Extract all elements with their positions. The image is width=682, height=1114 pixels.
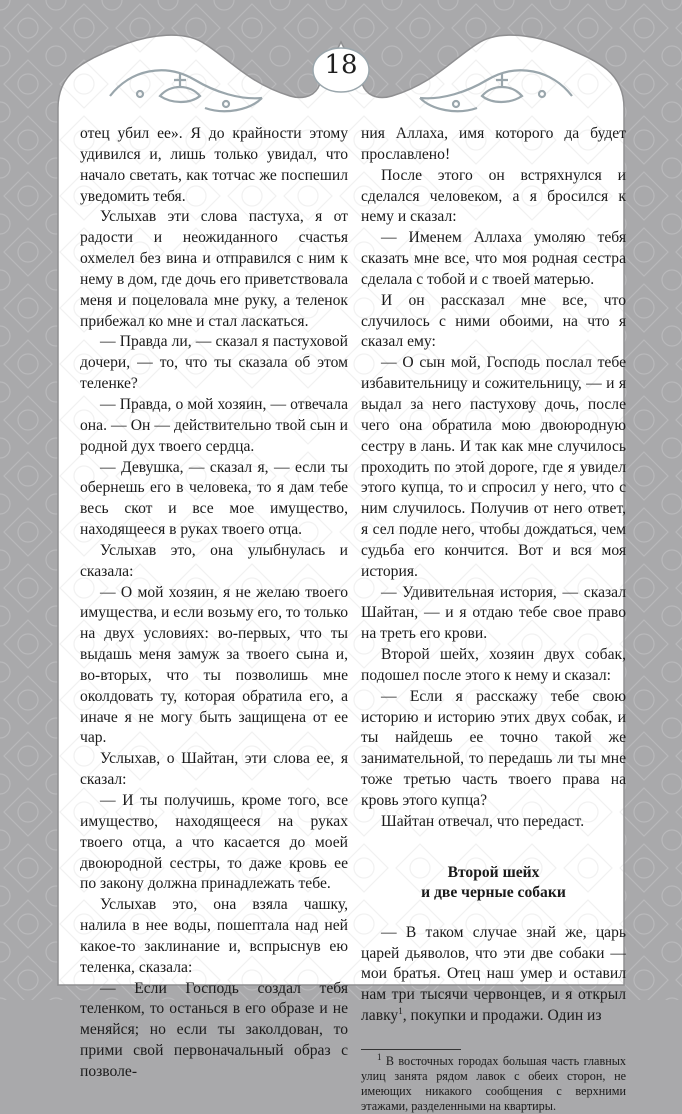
paragraph: — Именем Аллаха умоляю тебя сказать мне все, что моя родная сестра сделала с тобой и с твоей матерью.	[361, 229, 626, 288]
paragraph: И он рассказал мне все, что случилось с ними обоими, на что я сказал ему:	[361, 291, 626, 351]
paragraph: Услыхав эти слова пастуха, я от радости и неожиданного счастья охмелел без вина и отправился с ним к нему в дом, где дочь его приветствовала меня и поцеловала мне руку, а теленок прибежал ко мне и стал ласкаться.	[80, 208, 348, 330]
footnote-rule	[361, 1049, 461, 1050]
paragraph: — И ты получишь, кроме того, все имущество, находящееся на руках твоего отца, а что касается до моей двоюродной сестры, то даже кровь ее по закону должна принадлежать тебе.	[80, 792, 348, 893]
left-column	[80, 124, 348, 1083]
footnote-text: В восточных городах большая часть главных улиц занята рядом лавок с обеих сторон, не имеющих никакого сообщения с верхними этажами, разделенными на квартиры.	[361, 1053, 626, 1113]
page-number: 18	[324, 50, 358, 80]
paragraph-text: — В таком случае знай же, царь царей дьяволов, что эти две собаки — мои братья. Отец наш умер и оставил нам три тысячи червонцев, и я открыл лавку	[361, 923, 626, 1025]
paragraph: Услыхав это, она улыбнулась и сказала:	[80, 541, 348, 580]
paragraph-text-tail: , покупки и продажи. Один из	[402, 1007, 602, 1025]
paragraph: отец убил ее». Я до крайности этому удивился и, лишь только увидал, что начало светать, как тотчас же поспешил уведомить тебя.	[80, 125, 348, 205]
right-column	[361, 124, 626, 1114]
footnote	[361, 1051, 626, 1114]
footnote-marker: 1	[377, 1051, 382, 1062]
paragraph: — Правда, о мой хозяин, — отвечала она. — Он — действительно твой сын и родной дух твоего сердца.	[80, 395, 348, 455]
heading-line-2: и две черные собаки	[421, 883, 566, 901]
paragraph: Услыхав это, она взяла чашку, налила в нее воды, пошептала над ней какое-то заклинание и, вспрыснув ею теленка, сказала:	[80, 896, 348, 976]
paragraph: Второй шейх, хозяин двух собак, подошел после этого к нему и сказал:	[361, 646, 626, 684]
footnote-reference[interactable]: 1	[398, 1005, 403, 1016]
paragraph: ния Аллаха, имя которого да будет прославлено!	[361, 125, 626, 163]
paragraph: — О мой хозяин, я не желаю твоего имущества, и если возьму его, то только на двух условиях: во-первых, что ты выдашь меня замуж за твоего сына и, во-вторых, что ты позволишь мне околдовать ту, которая обратила его, а иначе я не могу быть защищена от ее чар.	[80, 583, 348, 747]
paragraph	[361, 923, 626, 1027]
paragraph: — Правда ли, — сказал я пастуховой дочери, — то, что ты сказала об этом теленке?	[80, 333, 348, 393]
paragraph: — О сын мой, Господь послал тебе избавительницу и сожительницу, — и я выдал за него пастухову дочь, после чего она обратила мою двоюродную сестру в лань. И так как мне случилось проходить по этой дороге, где я увидел этого купца, то и спросил у него, что с ним случилось. Получив от него ответ, я сел подле него, чтобы дождаться, чем судьба его кончится. Вот и вся моя история.	[361, 354, 626, 580]
paragraph: — Если Господь создал тебя теленком, то останься в его образе и не меняйся; но если ты заколдован, то прими свой первоначальный образ с позволе-	[80, 979, 348, 1080]
section-heading	[361, 863, 626, 903]
paragraph: — Девушка, — сказал я, — если ты обернешь его в человека, то я дам тебе весь скот и все мое имущество, находящееся в руках твоего отца.	[80, 458, 348, 539]
paragraph: Шайтан отвечал, что передаст.	[381, 812, 585, 830]
heading-line-1: Второй шейх	[447, 863, 540, 881]
paragraph: После этого он встряхнулся и сделался человеком, а я бросился к нему и сказал:	[361, 166, 626, 226]
paragraph: — Если я расскажу тебе свою историю и историю этих двух собак, и ты найдешь ее точно такой же занимательной, то передашь ли ты мне тоже третью часть твоего права на кровь этого купца?	[361, 687, 626, 809]
paragraph: — Удивительная история, — сказал Шайтан, — и я отдаю тебе свое право на треть его крови.	[361, 583, 626, 643]
paragraph: Услыхав, о Шайтан, эти слова ее, я сказал:	[80, 750, 348, 789]
